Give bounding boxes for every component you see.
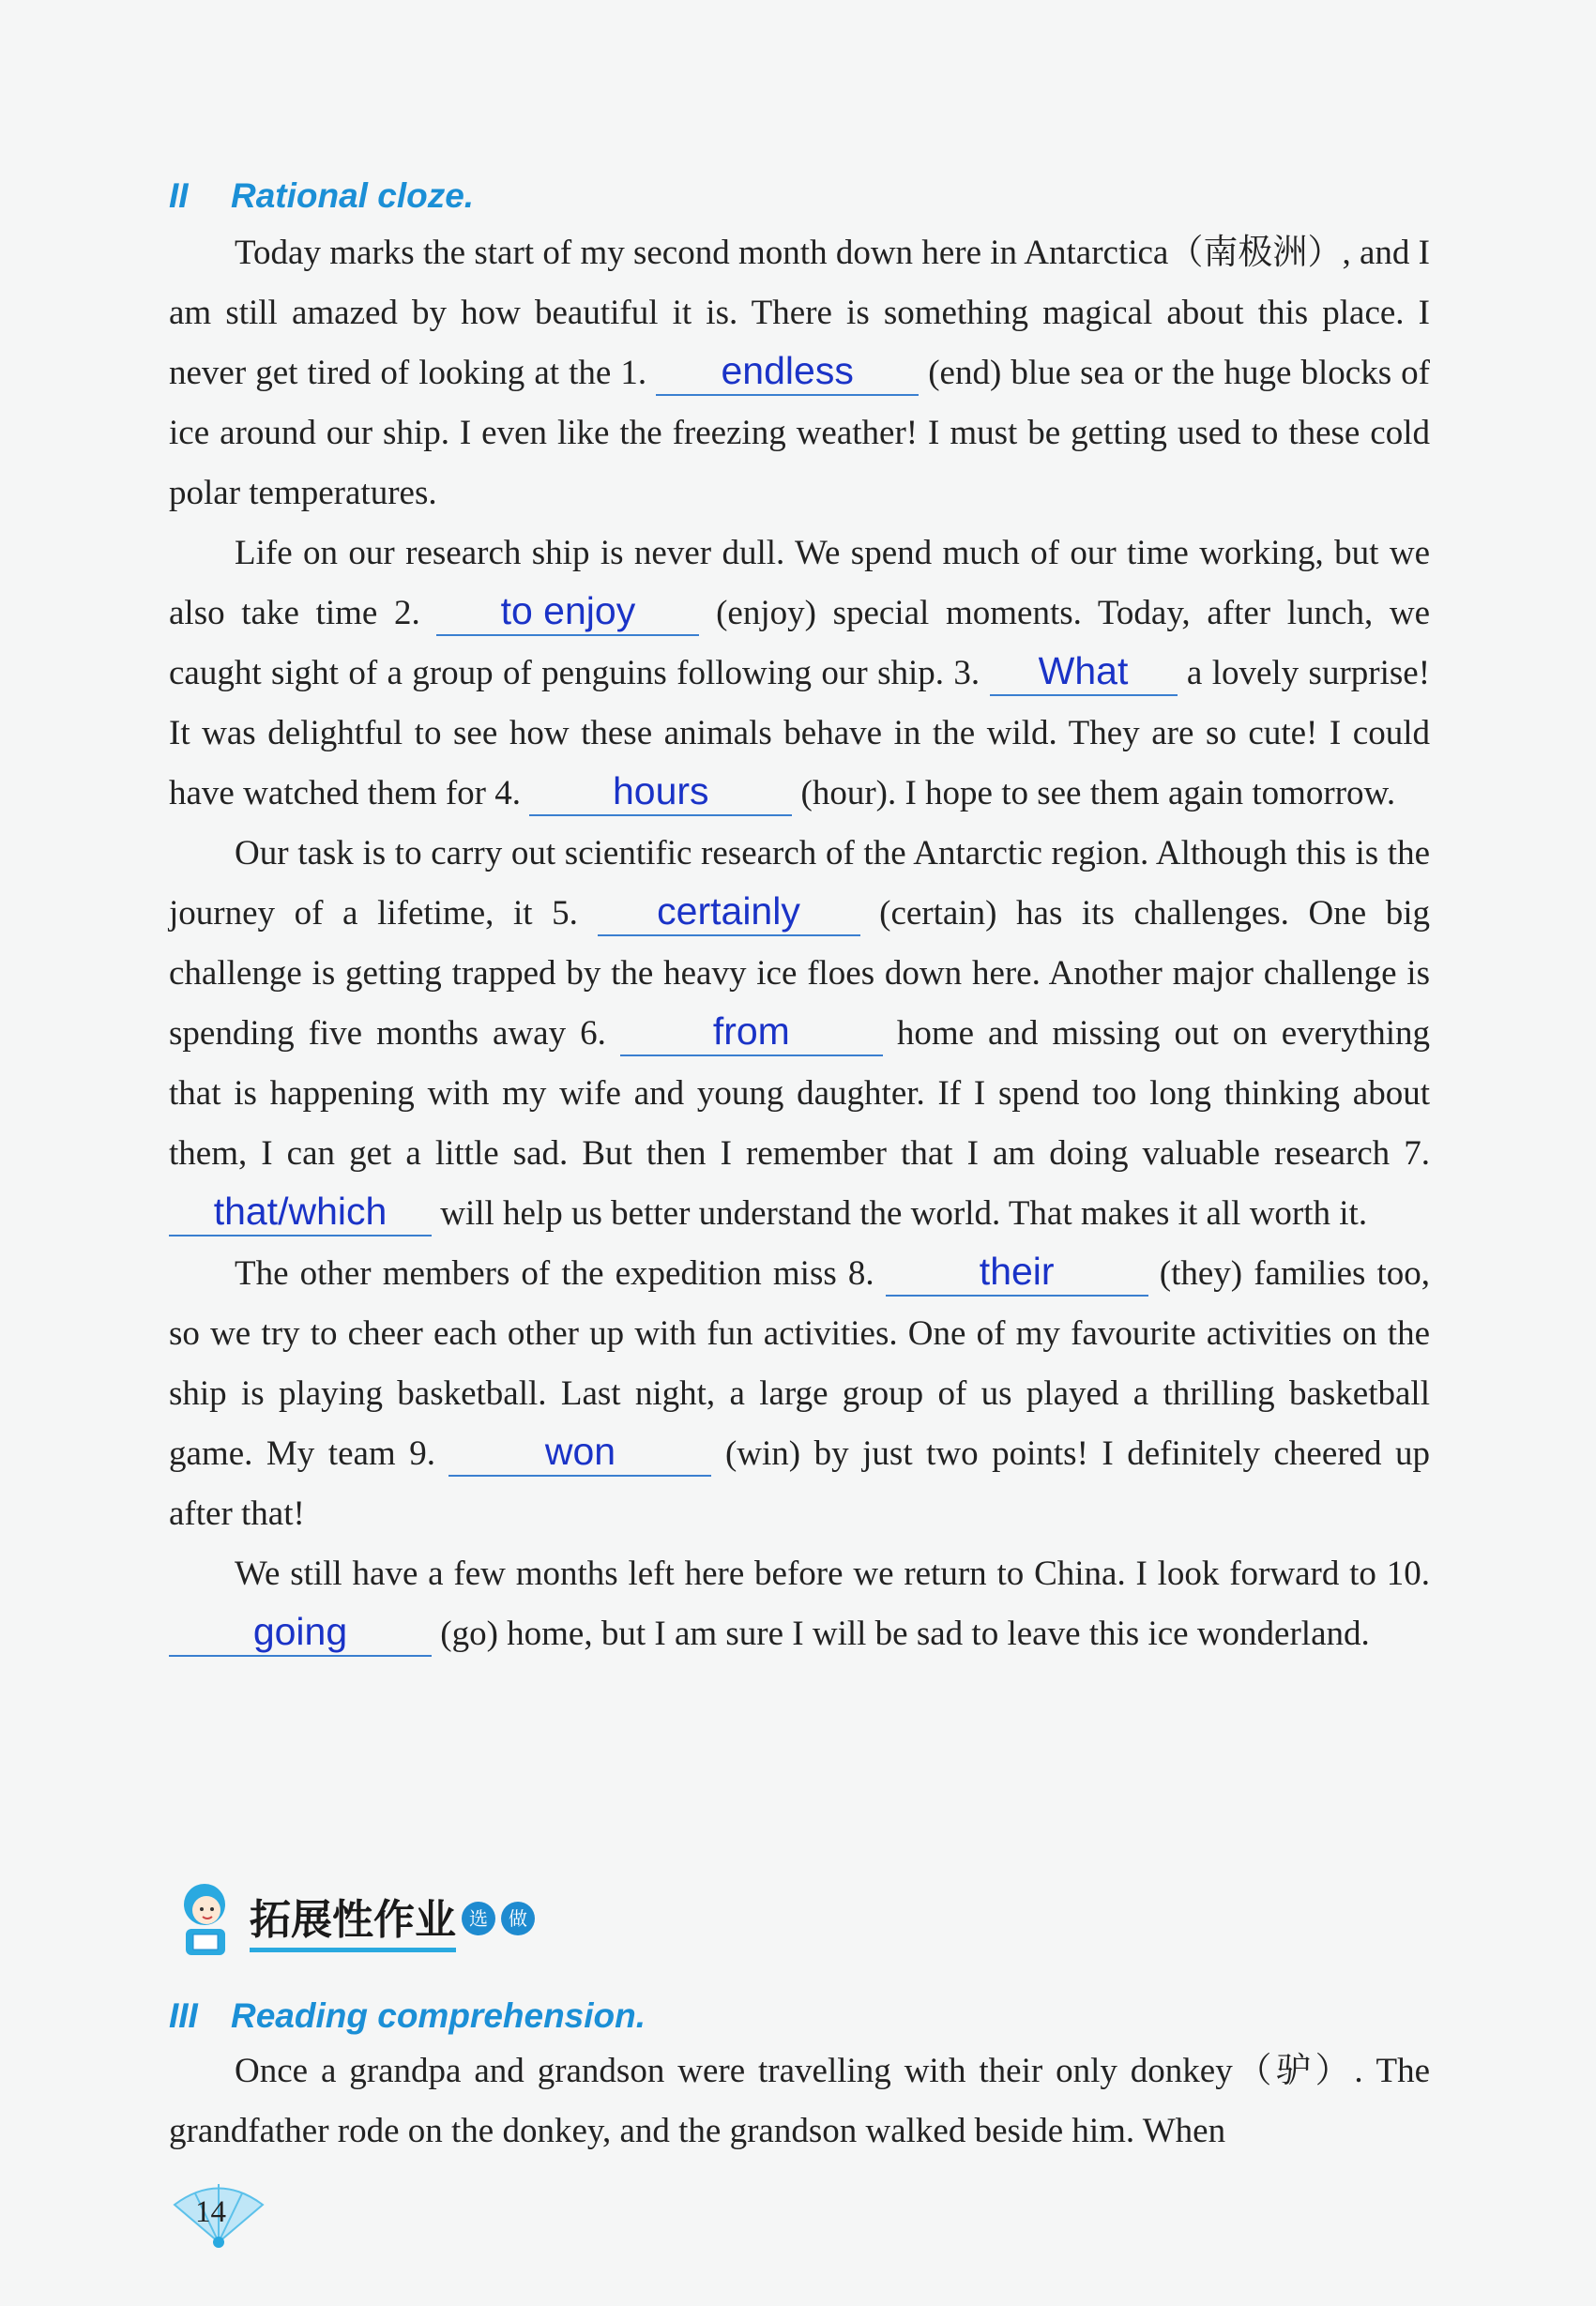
blank-1[interactable] <box>656 350 919 396</box>
p3-text-3: home and missing out on everything that is happening with my wife and young daughter. If I spend too long thinking about them, I can get a little sad. But then I remember that I am doing valuable research 7. <box>169 1014 1430 1173</box>
p1-text-1: Today marks the start of my second month down here in Antarctica（南极洲）, and I am still amazed by how beautiful it is. There is something magical about this place. I never get tired of looking at the 1. <box>169 234 1430 392</box>
blank-2[interactable] <box>436 590 699 636</box>
answer-1: endless <box>721 349 854 392</box>
blank-9[interactable] <box>448 1431 711 1477</box>
blank-7[interactable] <box>169 1191 432 1236</box>
section-2-heading <box>169 176 474 216</box>
section-2-numeral: II <box>169 176 189 215</box>
blank-8[interactable] <box>886 1251 1148 1297</box>
blank-3[interactable] <box>990 650 1178 696</box>
answer-8: their <box>979 1250 1055 1293</box>
p4-text-3: (win) by just two points! I definitely cheered up after that! <box>169 1434 1431 1533</box>
section-3-numeral: III <box>169 1996 198 2035</box>
p5-text-1: We still have a few months left here before we return to China. I look forward to 10. <box>235 1555 1430 1593</box>
section-2-title: Rational cloze. <box>231 176 475 215</box>
paragraph-2 <box>169 523 1430 824</box>
p1-text-2: (end) blue sea or the huge blocks of ice around our ship. I even like the freezing weather! I must be getting used to these cold polar temperatures. <box>169 354 1431 512</box>
p3-text-2: (certain) has its challenges. One big challenge is getting trapped by the heavy ice floes down here. Another major challenge is spending five months away 6. <box>169 894 1431 1053</box>
section-3-heading <box>169 1996 646 2036</box>
reading-passage <box>169 2041 1430 2162</box>
blank-6[interactable] <box>620 1010 883 1056</box>
extension-homework-title <box>169 1876 535 1961</box>
blank-5[interactable] <box>598 890 860 936</box>
answer-2: to enjoy <box>500 589 636 632</box>
paragraph-1 <box>169 223 1430 523</box>
p2-text-2: (enjoy) special moments. Today, after lunch, we caught sight of a group of penguins following our ship. 3. <box>169 594 1431 692</box>
girl-reading-icon <box>169 1876 242 1961</box>
cloze-passage <box>169 223 1430 1664</box>
p5-text-2: (go) home, but I am sure I will be sad to leave this ice wonderland. <box>440 1615 1370 1653</box>
answer-10: going <box>252 1610 348 1653</box>
paragraph-4 <box>169 1244 1430 1544</box>
blank-4[interactable] <box>529 770 792 816</box>
optional-badge-2: 做 <box>501 1902 535 1935</box>
p4-text-2: (they) families too, so we try to cheer each other up with fun activities. One of my favourite activities on the ship is playing basketball. Last night, a large group of us played a thrilling basketball game. My team 9. <box>169 1254 1431 1473</box>
p3-text-4: will help us better understand the world. That makes it all worth it. <box>440 1194 1368 1233</box>
reading-paragraph-1: Once a grandpa and grandson were travelling with their only donkey（驴）. The grandfather rode on the donkey, and the grandson walked beside him. When <box>169 2052 1430 2150</box>
paragraph-3 <box>169 824 1430 1244</box>
answer-5: certainly <box>657 889 800 933</box>
paragraph-5 <box>169 1544 1430 1664</box>
answer-6: from <box>712 1009 790 1053</box>
p2-text-4: (hour). I hope to see them again tomorrow. <box>800 774 1396 812</box>
answer-3: What <box>1038 649 1129 692</box>
extension-title-text: 拓展性作业 <box>250 1886 456 1952</box>
p2-text-1: Life on our research ship is never dull. We spend much of our time working, but we also take time 2. <box>169 534 1430 632</box>
p2-text-3: a lovely surprise! It was delightful to see how these animals behave in the wild. They are so cute! I could have watched them for 4. <box>169 654 1431 812</box>
page-number: 14 <box>195 2195 226 2229</box>
p4-text-1: The other members of the expedition miss 8. <box>235 1254 874 1293</box>
answer-4: hours <box>612 769 709 812</box>
answer-7: that/which <box>213 1190 388 1233</box>
answer-9: won <box>544 1430 616 1473</box>
section-3-title: Reading comprehension. <box>231 1996 646 2035</box>
optional-badge-1: 选 <box>462 1902 495 1935</box>
blank-10[interactable] <box>169 1611 432 1657</box>
p3-text-1: Our task is to carry out scientific research of the Antarctic region. Although this is the journey of a lifetime, it 5. <box>169 834 1430 933</box>
